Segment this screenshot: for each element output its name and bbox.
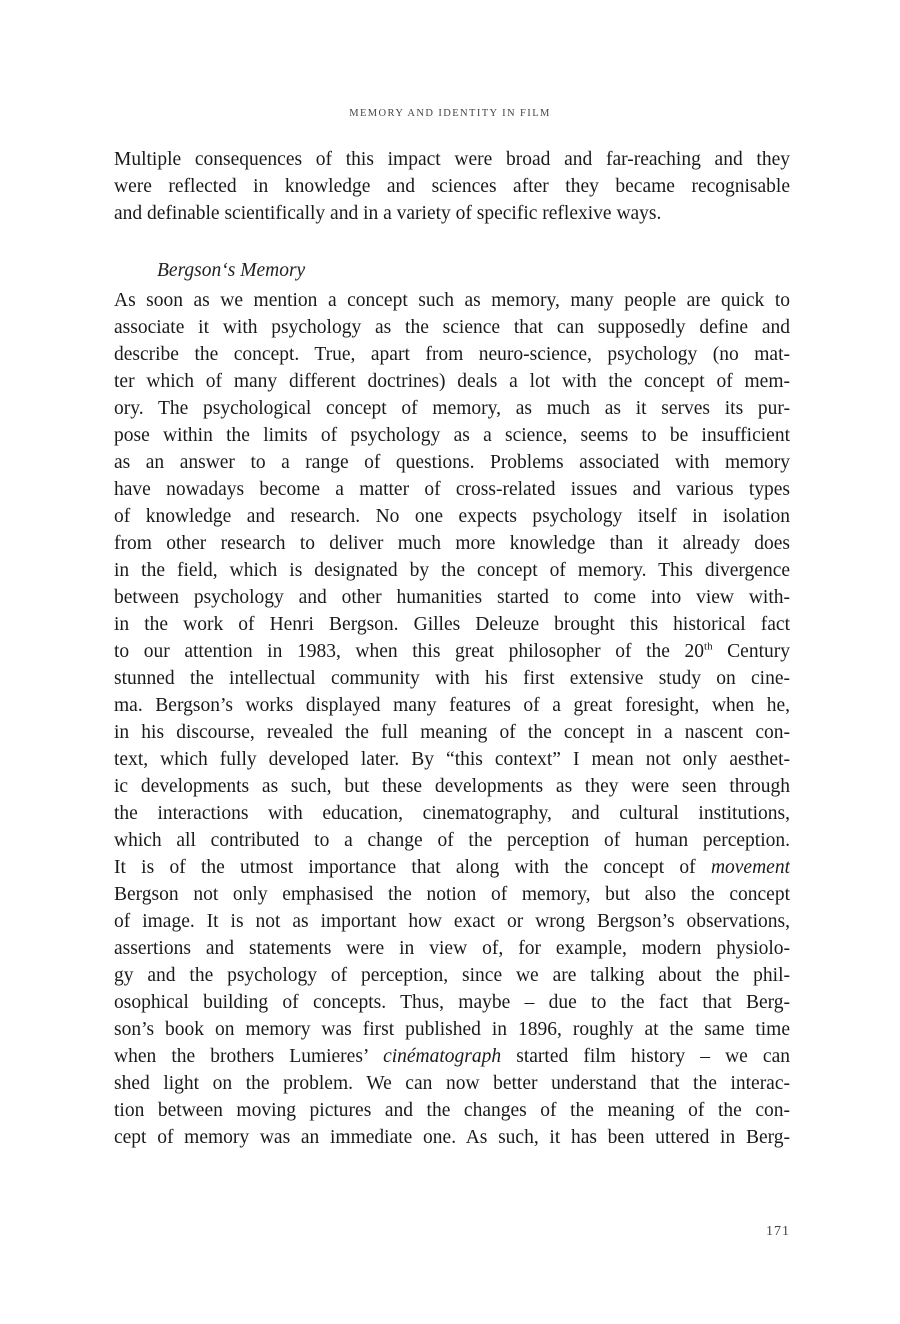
text-line <box>114 1043 790 1070</box>
text-line: as an answer to a range of questions. Problems associated with memory <box>114 452 790 473</box>
text-line: from other research to deliver much more knowledge than it already does <box>114 533 790 554</box>
running-header: MEMORY AND IDENTITY IN FILM <box>349 108 551 119</box>
text-line <box>114 854 790 881</box>
text-run: when the brothers Lumieres’ <box>114 1046 384 1067</box>
text-run: to our attention in 1983, when this great philosopher of the 20 <box>114 641 705 662</box>
text-line: have nowadays become a matter of cross-related issues and various types <box>114 479 790 500</box>
text-line: shed light on the problem. We can now better understand that the interac- <box>114 1073 790 1094</box>
text-line: cept of memory was an immediate one. As such, it has been uttered in Berg- <box>114 1127 790 1148</box>
text-line: pose within the limits of psychology as a science, seems to be insufficient <box>114 425 790 446</box>
intro-paragraph <box>114 146 790 227</box>
text-line: ory. The psychological concept of memory, as much as it serves its pur- <box>114 398 790 419</box>
text-line: and definable scientifically and in a variety of specific reflexive ways. <box>114 203 662 224</box>
text-run: Century <box>712 641 790 662</box>
text-line <box>114 638 790 665</box>
page-number: 171 <box>766 1224 790 1239</box>
text-line: gy and the psychology of perception, since we are talking about the phil- <box>114 965 790 986</box>
text-line: in his discourse, revealed the full meaning of the concept in a nascent con- <box>114 722 790 743</box>
text-line: in the work of Henri Bergson. Gilles Deleuze brought this historical fact <box>114 614 790 635</box>
text-line: stunned the intellectual community with his first extensive study on cine- <box>114 668 790 689</box>
italic-term: cinématograph <box>383 1046 502 1067</box>
text-line: ter which of many different doctrines) deals a lot with the concept of mem- <box>114 371 790 392</box>
text-line: of knowledge and research. No one expects psychology itself in isolation <box>114 506 790 527</box>
text-line: Multiple consequences of this impact were broad and far-reaching and they <box>114 149 790 170</box>
text-line: the interactions with education, cinematography, and cultural institutions, <box>114 803 790 824</box>
text-line: ic developments as such, but these developments as they were seen through <box>114 776 790 797</box>
text-line: osophical building of concepts. Thus, maybe – due to the fact that Berg- <box>114 992 790 1013</box>
text-line: son’s book on memory was first published in 1896, roughly at the same time <box>114 1019 790 1040</box>
text-line: describe the concept. True, apart from neuro-science, psychology (no mat- <box>114 344 790 365</box>
body-paragraph <box>114 287 790 1151</box>
text-line: As soon as we mention a concept such as memory, many people are quick to <box>114 290 790 311</box>
italic-term: movement <box>710 857 790 878</box>
text-run: It is of the utmost importance that along with the concept of <box>114 857 711 878</box>
text-line: Bergson not only emphasised the notion of memory, but also the concept <box>114 884 790 905</box>
text-line: text, which fully developed later. By “this context” I mean not only aesthet- <box>114 749 790 770</box>
section-heading: Bergson‘s Memory <box>157 260 306 281</box>
text-line: in the field, which is designated by the concept of memory. This divergence <box>114 560 790 581</box>
text-line: assertions and statements were in view of, for example, modern physiolo- <box>114 938 790 959</box>
text-line: ma. Bergson’s works displayed many features of a great foresight, when he, <box>114 695 790 716</box>
text-line: tion between moving pictures and the changes of the meaning of the con- <box>114 1100 790 1121</box>
text-line: between psychology and other humanities started to come into view with- <box>114 587 790 608</box>
superscript: th <box>704 640 713 653</box>
text-run: started film history – we can <box>501 1046 790 1067</box>
text-line: of image. It is not as important how exact or wrong Bergson’s observations, <box>114 911 790 932</box>
text-line: were reflected in knowledge and sciences after they became recognisable <box>114 176 790 197</box>
text-line: associate it with psychology as the science that can supposedly define and <box>114 317 790 338</box>
text-line: which all contributed to a change of the perception of human perception. <box>114 830 790 851</box>
